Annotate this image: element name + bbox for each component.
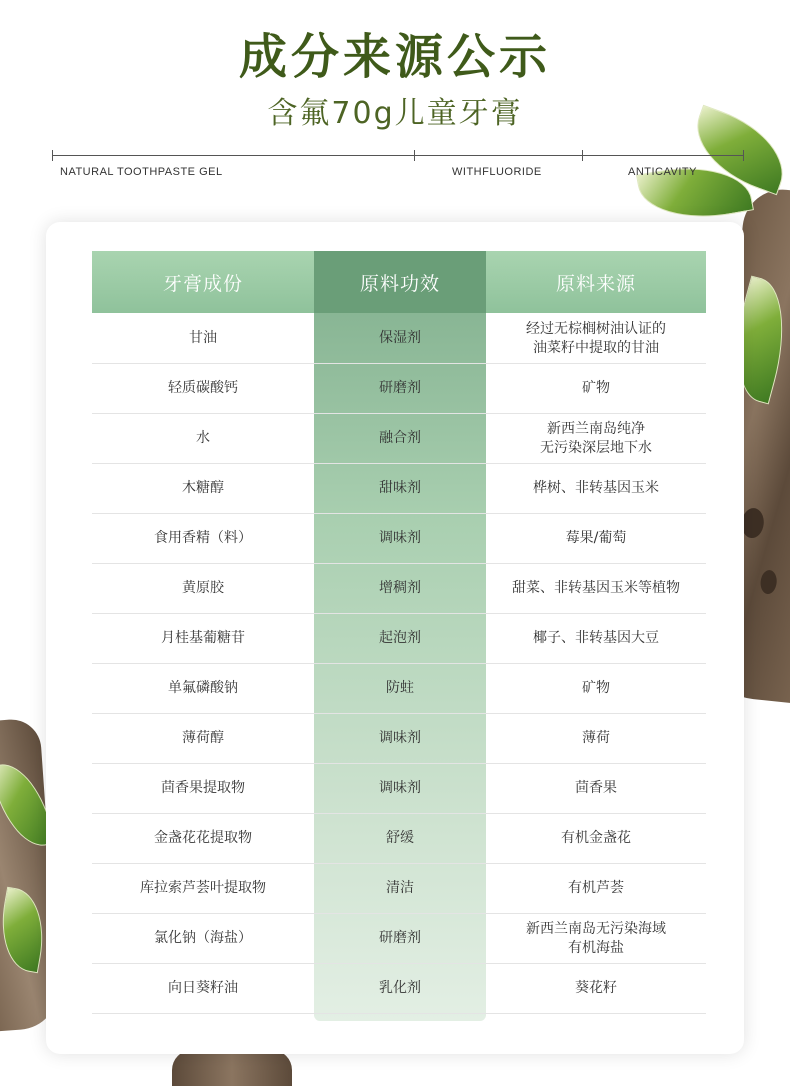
source-cell: 甜菜、非转基因玉米等植物 (512, 580, 680, 596)
ruler-label-fluoride: WITHFLUORIDE (452, 166, 542, 178)
page-subtitle: 含氟70g儿童牙膏 (267, 96, 523, 131)
source-cell: 薄荷 (582, 730, 610, 746)
table-row (92, 614, 706, 664)
function-cell: 融合剂 (379, 430, 421, 446)
table-header (92, 251, 706, 313)
ingredient-cell: 水 (196, 430, 210, 446)
ruler-tick (743, 150, 744, 161)
function-cell: 调味剂 (379, 530, 421, 546)
function-cell: 研磨剂 (379, 380, 421, 396)
table-row (92, 514, 706, 564)
table-row (92, 964, 706, 1014)
ruler-line (52, 155, 744, 156)
table-row (92, 464, 706, 514)
source-cell: 经过无棕榈树油认证的 油菜籽中提取的甘油 (526, 320, 666, 356)
header-ingredient: 牙膏成份 (162, 272, 243, 295)
ingredient-cell: 氯化钠（海盐） (154, 930, 252, 946)
function-cell: 乳化剂 (379, 980, 421, 996)
header-function: 原料功效 (314, 251, 486, 313)
source-cell: 茴香果 (575, 780, 617, 796)
function-cell: 保湿剂 (379, 330, 421, 346)
ingredient-cell: 向日葵籽油 (168, 980, 238, 996)
source-cell: 椰子、非转基因大豆 (533, 630, 659, 646)
source-cell: 矿物 (582, 380, 610, 396)
ruler-tick (582, 150, 583, 161)
table-row (92, 714, 706, 764)
table-row (92, 814, 706, 864)
function-cell: 清洁 (386, 880, 414, 896)
ingredient-cell: 茴香果提取物 (161, 780, 245, 796)
source-cell: 新西兰南岛无污染海域 有机海盐 (526, 920, 666, 956)
ruler-label-natural: NATURAL TOOTHPASTE GEL (60, 166, 223, 178)
wood-knot (759, 569, 777, 595)
function-cell: 增稠剂 (379, 580, 421, 596)
ruler-label-anticavity: ANTICAVITY (628, 166, 697, 178)
table-row (92, 314, 706, 364)
table-row (92, 864, 706, 914)
ruler-tick (414, 150, 415, 161)
table-row (92, 364, 706, 414)
ingredient-cell: 黄原胶 (182, 580, 224, 596)
page-title: 成分来源公示 (238, 29, 551, 85)
source-cell: 矿物 (582, 680, 610, 696)
function-cell: 防蛀 (386, 680, 414, 696)
header-source: 原料来源 (555, 272, 636, 295)
source-cell: 葵花籽 (575, 980, 617, 996)
ingredient-cell: 薄荷醇 (182, 730, 224, 746)
function-cell: 调味剂 (379, 780, 421, 796)
ingredient-cell: 食用香精（料） (154, 530, 252, 546)
table-row (92, 664, 706, 714)
ingredient-cell: 甘油 (189, 330, 217, 346)
table-row (92, 914, 706, 964)
source-cell: 新西兰南岛纯净 无污染深层地下水 (540, 420, 652, 456)
table-row (92, 764, 706, 814)
function-cell: 调味剂 (379, 730, 421, 746)
source-cell: 有机芦荟 (568, 880, 624, 896)
ingredient-cell: 金盏花花提取物 (154, 830, 252, 846)
ingredient-cell: 木糖醇 (182, 480, 224, 496)
ingredient-cell: 库拉索芦荟叶提取物 (140, 880, 266, 896)
function-cell: 起泡剂 (379, 630, 421, 646)
source-cell: 莓果/葡萄 (565, 530, 627, 546)
ingredient-cell: 单氟磷酸钠 (168, 680, 238, 696)
source-cell: 有机金盏花 (561, 830, 631, 846)
function-cell: 甜味剂 (379, 480, 421, 496)
table-row (92, 564, 706, 614)
function-cell: 研磨剂 (379, 930, 421, 946)
source-cell: 桦树、非转基因玉米 (533, 480, 659, 496)
table-row (92, 414, 706, 464)
ingredient-cell: 月桂基葡糖苷 (161, 630, 245, 646)
ingredient-cell: 轻质碳酸钙 (168, 380, 238, 396)
ruler-tick (52, 150, 53, 161)
wood-branch-bottom (172, 1050, 292, 1086)
function-cell: 舒缓 (386, 830, 414, 846)
